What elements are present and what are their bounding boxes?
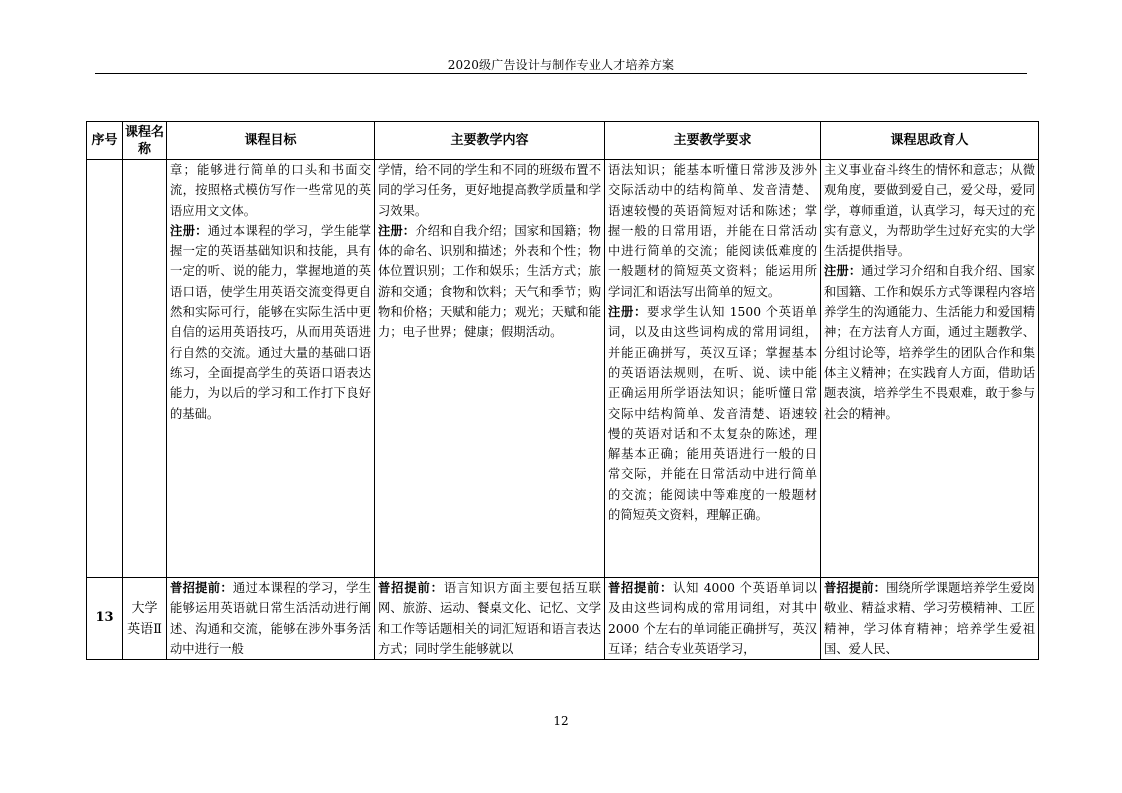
header-cell-requirements: 主要教学要求	[605, 122, 821, 160]
label: 普招提前：	[824, 580, 887, 595]
text: 主义事业奋斗终生的情怀和意志；从微观角度，要做到爱自己，爱父母，爱同学，尊师重道，认真学习，每天过的充实有意义，为帮助学生过好充实的大学生活提供指导。	[824, 163, 1035, 259]
text: 认知 4000 个英语单词以及由这些词构成的常用词组，对其中 2000 个左右的单词能正确拼写，英汉互译；结合专业英语学习，	[608, 581, 817, 656]
text: 要求学生认知 1500 个英语单词，以及由这些词构成的常用词组，并能正确拼写，英汉互译；掌握基本的英语语法规则，在听、说、读中能正确运用所学语法知识；能听懂日常交际中结构简单、发音清楚、语速较慢的英语对话和不太复杂的陈述，理解基本正确；能用英语进行一般的日常交际，并能在日常活动中进行简单的交流；能阅读中等难度的一般题材的简短英文资料，理解正确。	[608, 305, 817, 523]
cell-content	[375, 578, 605, 660]
paragraph	[824, 261, 1035, 423]
text: 通过本课程的学习，学生能掌握一定的英语基础知识和技能，具有一定的听、说的能力，掌握地道的英语口语，使学生用英语交流变得更自然和实际可行，能够在实际生活中更自信的运用英语技巧，从而用英语进行自然的交流。通过大量的基础口语练习，全面提高学生的英语口语表达能力，为以后的学习和工作打下良好的基础。	[170, 223, 371, 421]
cell-no: 13	[87, 578, 123, 660]
label: 注册：	[608, 304, 648, 320]
text: 通过本课程的学习，学生能够运用英语就日常生活活动进行阐述、沟通和交流，能够在涉外事务活动中进行一般	[170, 581, 371, 656]
text: 通过学习介绍和自我介绍、国家和国籍、工作和娱乐方式等课程内容培养学生的沟通能力、生活能力和爱国精神；在方法育人方面，通过主题教学、分组讨论等，培养学生的团队合作和集体主义精神；在实践育人方面，借助话题表演，培养学生不畏艰难，敢于参与社会的精神。	[824, 264, 1035, 421]
paragraph	[824, 578, 1035, 659]
header-divider	[95, 73, 1027, 74]
cell-requirements	[605, 160, 821, 578]
page-number: 12	[553, 714, 569, 728]
header-cell-ideology: 课程思政育人	[821, 122, 1039, 160]
cell-course-name: 大学英语Ⅱ	[123, 578, 167, 660]
label: 普招提前：	[170, 580, 233, 595]
label: 普招提前：	[378, 580, 444, 595]
curriculum-table	[86, 121, 1039, 660]
text: 介绍和自我介绍；国家和国籍；物体的命名、识别和描述；外表和个性；物体位置识别；工作和娱乐；生活方式；旅游和交通；食物和饮料；天气和季节；购物和价格；天赋和能力；观光；天赋和能力；电子世界；健康；假期活动。	[378, 223, 601, 340]
label: 注册：	[824, 263, 862, 279]
label: 注册：	[170, 222, 208, 238]
label: 注册：	[378, 222, 416, 238]
cell-goal	[167, 578, 375, 660]
header-cell-no: 序号	[87, 122, 123, 160]
text: 语法知识；能基本听懂日常涉及涉外交际活动中的结构简单、发音清楚、语速较慢的英语简短对话和陈述；掌握一般的日常用语，并能在日常活动中进行简单的交流；能阅读低难度的一般题材的简短英文资料；能运用所学词汇和语法写出简单的短文。	[608, 163, 817, 299]
header-cell-goal: 课程目标	[167, 122, 375, 160]
paragraph	[608, 160, 817, 302]
paragraph	[170, 578, 371, 659]
text: 围绕所学课题培养学生爱岗敬业、精益求精、学习劳模精神、工匠精神，学习体育精神；培养学生爱祖国、爱人民、	[824, 581, 1035, 656]
label: 普招提前：	[608, 580, 674, 595]
text: 语言知识方面主要包括互联网、旅游、运动、餐桌文化、记忆、文学和工作等话题相关的词汇短语和语言表达方式；同时学生能够就以	[378, 581, 601, 656]
paragraph	[170, 160, 371, 221]
cell-content	[375, 160, 605, 578]
paragraph	[378, 578, 601, 659]
page-header-title: 2020级广告设计与制作专业人才培养方案	[447, 58, 675, 72]
cell-no	[87, 160, 123, 578]
paragraph	[378, 221, 601, 343]
text: 学情，给不同的学生和不同的班级布置不同的学习任务，更好地提高教学质量和学习效果。	[378, 163, 601, 218]
paragraph	[378, 160, 601, 221]
header-cell-name: 课程名称	[123, 122, 167, 160]
header-cell-content: 主要教学内容	[375, 122, 605, 160]
cell-requirements	[605, 578, 821, 660]
cell-goal	[167, 160, 375, 578]
paragraph	[608, 578, 817, 659]
table-header-row	[87, 122, 1039, 160]
paragraph	[608, 302, 817, 525]
cell-ideology	[821, 578, 1039, 660]
text: 章；能够进行简单的口头和书面交流，按照格式模仿写作一些常见的英语应用文文体。	[170, 163, 371, 218]
table-row-continued	[87, 160, 1039, 578]
paragraph	[170, 221, 371, 424]
cell-ideology	[821, 160, 1039, 578]
table-row-13	[87, 578, 1039, 660]
cell-course-name	[123, 160, 167, 578]
paragraph	[824, 160, 1035, 261]
